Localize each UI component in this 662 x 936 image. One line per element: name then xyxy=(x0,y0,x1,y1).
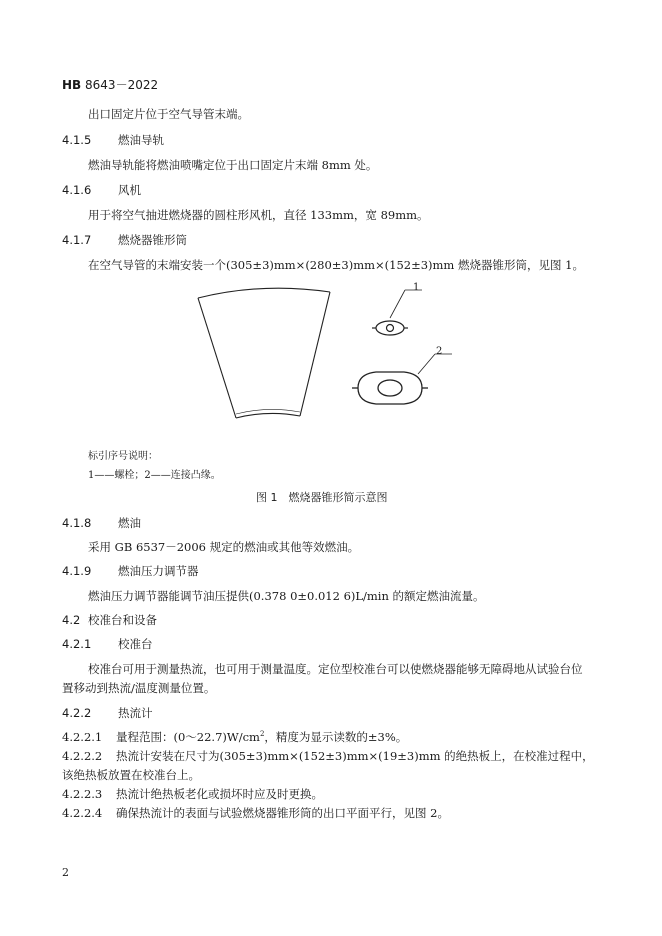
section-heading: 4.1.5 燃油导轨 xyxy=(62,133,164,147)
list-item: 4.2.2.2 热流计安装在尺寸为(305±3)mm×(152±3)mm×(19±3)mm 的绝热板上，在校准过程中， xyxy=(62,749,594,763)
figure-caption: 图 1 燃烧器锥形简示意图 xyxy=(256,491,388,504)
section-heading: 4.1.9 燃油压力调节器 xyxy=(62,564,199,578)
paragraph: 采用 GB 6537－2006 规定的燃油或其他等效燃油。 xyxy=(88,540,360,554)
paragraph: 燃油导轨能将燃油喷嘴定位于出口固定片末端 8mm 处。 xyxy=(88,158,378,172)
section-heading: 4.2.2 热流计 xyxy=(62,706,153,720)
section-heading: 4.1.7 燃烧器锥形筒 xyxy=(62,233,187,247)
figure-legend-title: 标引序号说明： xyxy=(88,451,158,462)
list-item: 4.2.2.1 量程范围：$(0\sim 22.7)W/cm^2$，精度为显示读数的±3%。 xyxy=(62,730,408,744)
paragraph: 置移动到热流/温度测量位置。 xyxy=(62,681,216,695)
callout-label-2: 2 xyxy=(436,346,443,357)
paragraph: 用于将空气抽进燃烧器的圆柱形风机，直径 133mm，宽 89mm。 xyxy=(88,208,429,222)
paragraph: 出口固定片位于空气导管末端。 xyxy=(88,107,249,121)
paragraph: 校准台可用于测量热流，也可用于测量温度。定位型校准台可以使燃烧器能够无障碍地从试验台位 xyxy=(88,662,583,676)
section-heading: 4.2 校准台和设备 xyxy=(62,613,157,627)
figure-legend-items: 1——螺栓；2——连接凸缘。 xyxy=(88,470,221,481)
paragraph: 在空气导管的末端安装一个(305±3)mm×(280±3)mm×(152±3)mm 燃烧器锥形筒，见图 1。 xyxy=(88,258,584,272)
document-code: HB 8643－2022 xyxy=(62,78,159,92)
list-item: 4.2.2.3 热流计绝热板老化或损坏时应及时更换。 xyxy=(62,787,323,801)
page-number: 2 xyxy=(62,866,69,879)
cone-drawing xyxy=(198,288,330,418)
section-heading: 4.1.8 燃油 xyxy=(62,516,141,530)
flange-drawing xyxy=(352,354,452,404)
callout-label-1: 1 xyxy=(413,282,420,293)
section-heading: 4.2.1 校准台 xyxy=(62,637,153,651)
bolt-drawing xyxy=(372,290,422,335)
paragraph: 燃油压力调节器能调节油压提供(0.378 0±0.012 6)L/min 的额定燃油流量。 xyxy=(88,589,485,603)
paragraph: 该绝热板放置在校准台上。 xyxy=(62,768,200,782)
section-heading: 4.1.6 风机 xyxy=(62,183,141,197)
list-item: 4.2.2.4 确保热流计的表面与试验燃烧器锥形筒的出口平面平行，见图 2。 xyxy=(62,806,449,820)
